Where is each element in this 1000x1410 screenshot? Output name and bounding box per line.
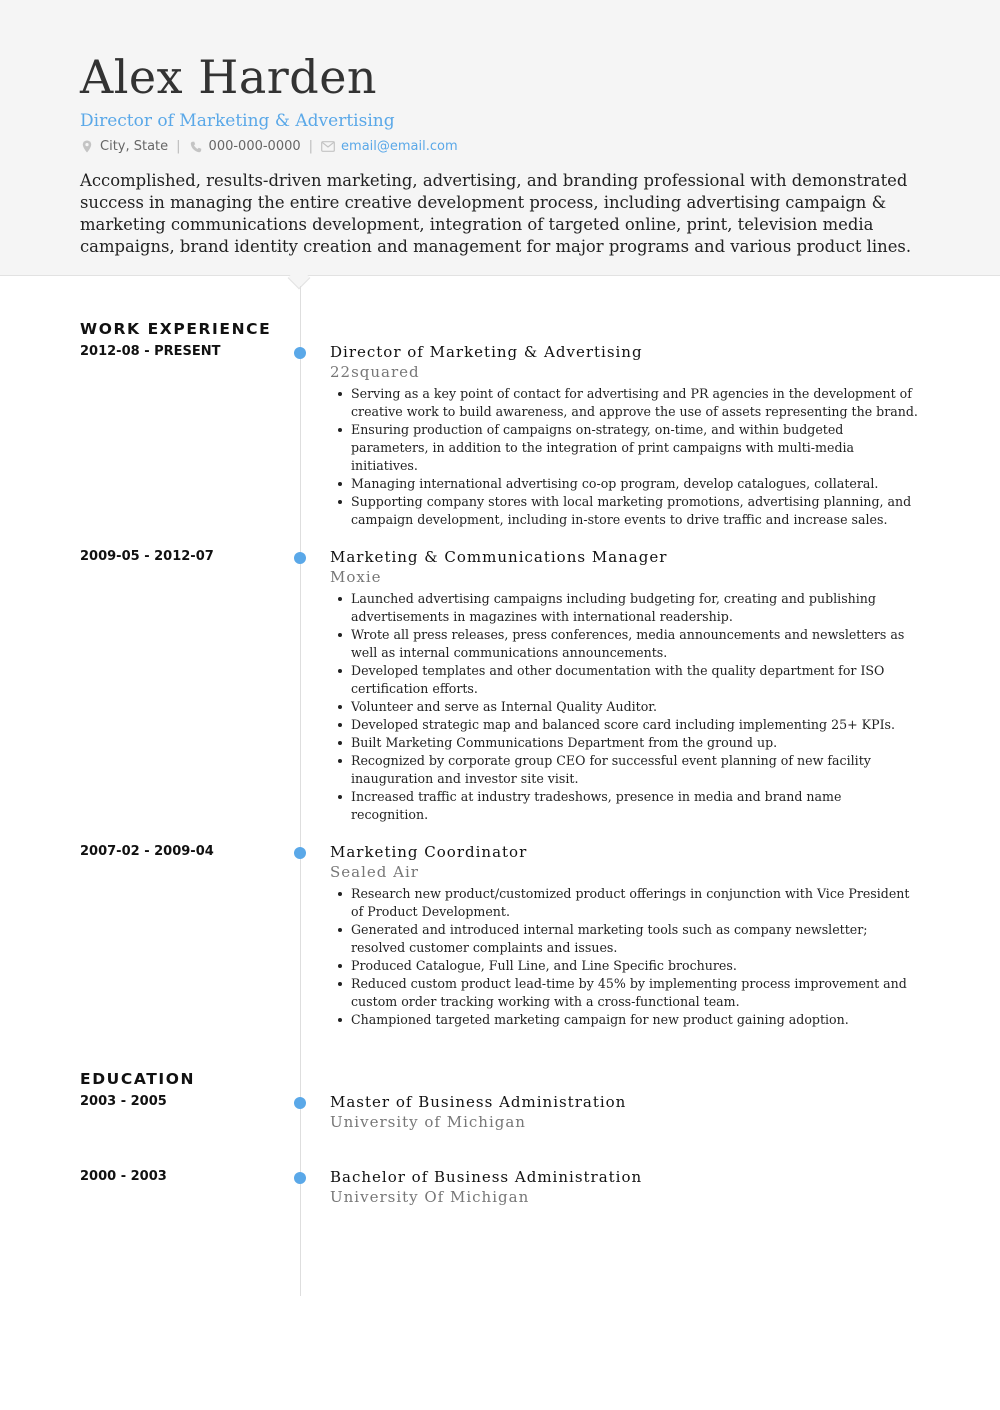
contact-separator: | [308,139,314,154]
job-dates: 2012-08 - PRESENT [80,344,221,359]
location-text: City, State [100,139,169,154]
phone-icon [189,140,203,154]
professional-summary: Accomplished, results-driven marketing, advertising, and branding professional with demonstrated success in managing the entire creative development process, including advertising campaign & marketing communications development, integration of targeted online, print, television media campaigns, brand identity creation and management for major programs and various product lines. [80,171,912,256]
phone-text: 000-000-0000 [208,139,301,154]
timeline-dot [294,347,306,359]
education-entry [330,1167,920,1207]
job-dates: 2007-02 - 2009-04 [80,844,214,859]
bullet-item: Increased traffic at industry tradeshows, presence in media and brand name recognition. [330,788,920,824]
bullet-item: Developed templates and other documentation with the quality department for ISO certification efforts. [330,662,920,698]
bullet-item: Ensuring production of campaigns on-strategy, on-time, and within budgeted parameters, in addition to the integration of print campaigns with multi-media initiatives. [330,421,920,475]
job-bullets [330,385,920,529]
bullet-item: Managing international advertising co-op program, develop catalogues, collateral. [330,475,920,493]
job-entry [330,842,920,1029]
company-name: Moxie [330,568,382,586]
map-pin-icon [80,140,94,154]
degree-name: Bachelor of Business Administration [330,1168,643,1186]
bullet-item: Reduced custom product lead-time by 45% by implementing process improvement and custom order tracking working with a cross-functional team. [330,975,920,1011]
bullet-item: Supporting company stores with local marketing promotions, advertising planning, and campaign development, including in-store events to drive traffic and increase sales. [330,493,920,529]
job-bullets [330,590,920,824]
bullet-item: Championed targeted marketing campaign for new product gaining adoption. [330,1011,920,1029]
bullet-item: Wrote all press releases, press conferences, media announcements and newsletters as well as internal communications announcements. [330,626,920,662]
company-name: Sealed Air [330,863,419,881]
job-entry [330,342,920,529]
education-dates: 2003 - 2005 [80,1094,167,1109]
company-name: 22squared [330,363,420,381]
email-link[interactable]: email@email.com [341,139,458,154]
work-experience-heading: WORK EXPERIENCE [80,320,272,338]
timeline-line [300,286,301,1296]
job-bullets [330,885,920,1029]
job-title: Director of Marketing & Advertising [330,343,643,361]
timeline-dot [294,552,306,564]
bullet-item: Generated and introduced internal marketing tools such as company newsletter; resolved customer complaints and issues. [330,921,920,957]
school-name: University of Michigan [330,1113,526,1131]
degree-name: Master of Business Administration [330,1093,627,1111]
bullet-item: Recognized by corporate group CEO for successful event planning of new facility inauguration and investor site visit. [330,752,920,788]
bullet-item: Built Marketing Communications Department from the ground up. [330,734,920,752]
bullet-item: Volunteer and serve as Internal Quality Auditor. [330,698,920,716]
bullet-item: Launched advertising campaigns including budgeting for, creating and publishing advertisements in magazines with international readership. [330,590,920,626]
school-name: University Of Michigan [330,1188,530,1206]
candidate-name: Alex Harden [80,50,378,104]
bullet-item: Developed strategic map and balanced score card including implementing 25+ KPIs. [330,716,920,734]
candidate-title: Director of Marketing & Advertising [80,111,395,131]
job-title: Marketing Coordinator [330,843,528,861]
envelope-icon [321,140,335,154]
bullet-item: Serving as a key point of contact for advertising and PR agencies in the development of creative work to build awareness, and approve the use of assets representing the brand. [330,385,920,421]
timeline-dot [294,847,306,859]
contact-line [80,139,458,154]
education-heading: EDUCATION [80,1070,196,1088]
job-title: Marketing & Communications Manager [330,548,668,566]
timeline-dot [294,1172,306,1184]
timeline-dot [294,1097,306,1109]
education-dates: 2000 - 2003 [80,1169,167,1184]
bullet-item: Research new product/customized product offerings in conjunction with Vice President of Product Development. [330,885,920,921]
contact-separator: | [176,139,181,154]
job-dates: 2009-05 - 2012-07 [80,549,214,564]
bullet-item: Produced Catalogue, Full Line, and Line Specific brochures. [330,957,920,975]
job-entry [330,547,920,824]
education-entry [330,1092,920,1132]
